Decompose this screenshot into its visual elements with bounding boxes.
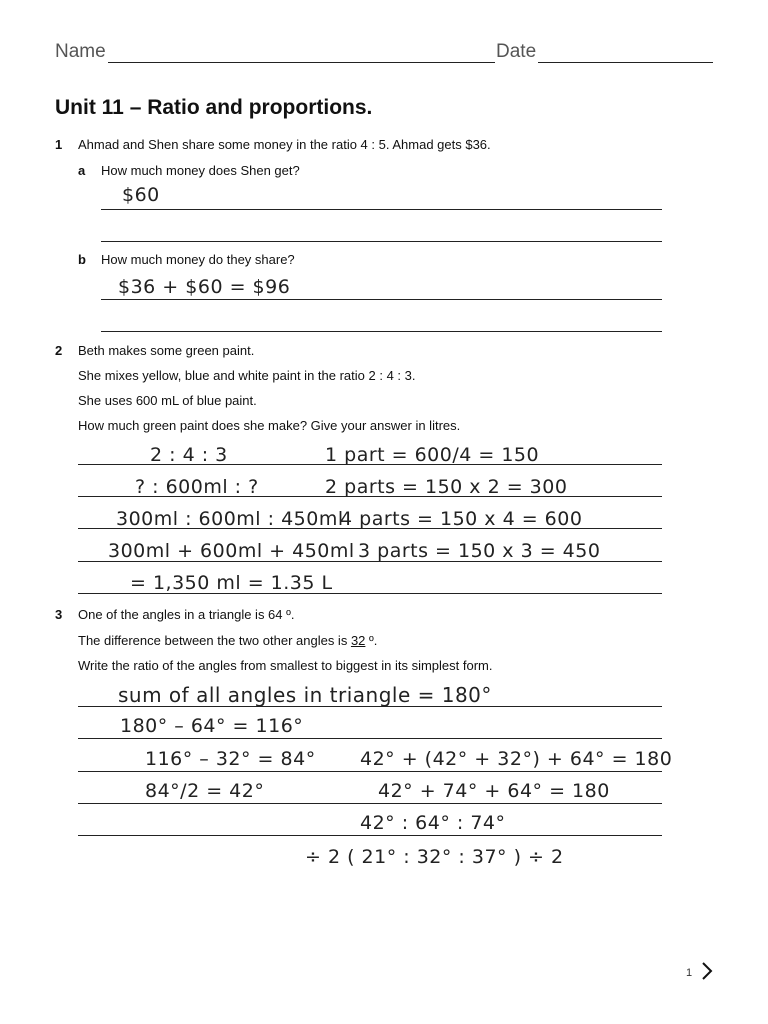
q3-work-left: sum of all angles in triangle = 180° [118,683,492,707]
answer-line [101,209,662,210]
page-number: 1 [686,967,693,979]
q3-work-left: 116° – 32° = 84° [145,748,316,770]
date-field[interactable] [538,62,713,63]
q2-work-right: 2 parts = 150 x 2 = 300 [325,476,568,498]
q2-work-left: = 1,350 ml = 1.35 L [130,572,333,594]
question-1b-text: How much money do they share? [101,252,295,267]
q2-work-right: 4 parts = 150 x 4 = 600 [340,508,583,530]
answer-line [78,593,662,594]
q3-work-right: 42° + (42° + 32°) + 64° = 180 [360,748,673,770]
answer-line [78,561,662,562]
answer-line [78,528,662,529]
q2-work-left: ? : 600ml : ? [135,476,259,498]
answer-line [101,299,662,300]
question-2-line: Beth makes some green paint. [78,343,255,358]
answer-line [78,706,662,707]
q2-work-left: 300ml + 600ml + 450ml [108,540,355,562]
answer-line [78,464,662,465]
q3-work-right: 42° + 74° + 64° = 180 [378,780,610,802]
q2-work-right: 3 parts = 150 x 3 = 450 [358,540,601,562]
answer-line [78,803,662,804]
answer-line [101,331,662,332]
question-2-line: She mixes yellow, blue and white paint in the ratio 2 : 4 : 3. [78,368,416,383]
q3-work-left: 84°/2 = 42° [145,780,265,802]
question-2-line: How much green paint does she make? Give your answer in litres. [78,418,461,433]
question-1-text: Ahmad and Shen share some money in the ratio 4 : 5. Ahmad gets $36. [78,137,491,152]
answer-line [101,241,662,242]
q3-work-left: 180° – 64° = 116° [120,715,304,737]
difference-value: 32 [350,633,366,648]
question-3-line: Write the ratio of the angles from smallest to biggest in its simplest form. [78,658,493,673]
question-3-line: One of the angles in a triangle is 64 º. [78,607,295,622]
question-1a-label: a [78,163,86,178]
question-1b-label: b [78,252,86,267]
q2-work-right: 1 part = 600/4 = 150 [325,444,540,466]
question-2-line: She uses 600 mL of blue paint. [78,393,257,408]
q2-work-left: 2 : 4 : 3 [150,444,228,466]
q3-work-right: 42° : 64° : 74° [360,812,506,834]
q2-work-left: 300ml : 600ml : 450ml [116,508,344,530]
question-1a-text: How much money does Shen get? [101,163,300,178]
answer-1a: $60 [122,184,160,206]
chevron-right-icon[interactable] [700,960,714,988]
answer-line [78,496,662,497]
q3-work-left: ÷ 2 ( 21° : 32° : 37° ) ÷ 2 [305,846,564,868]
answer-line [78,835,662,836]
question-3-line: The difference between the two other angles is 32 º. [78,633,378,648]
page-title: Unit 11 – Ratio and proportions. [55,96,373,119]
date-label: Date [496,41,537,62]
question-3-number: 3 [55,607,63,622]
name-field[interactable] [108,62,495,63]
answer-line [78,771,662,772]
answer-1b: $36 + $60 = $96 [118,276,291,298]
answer-line [78,738,662,739]
name-label: Name [55,41,106,62]
question-2-number: 2 [55,343,63,358]
question-1-number: 1 [55,137,63,152]
